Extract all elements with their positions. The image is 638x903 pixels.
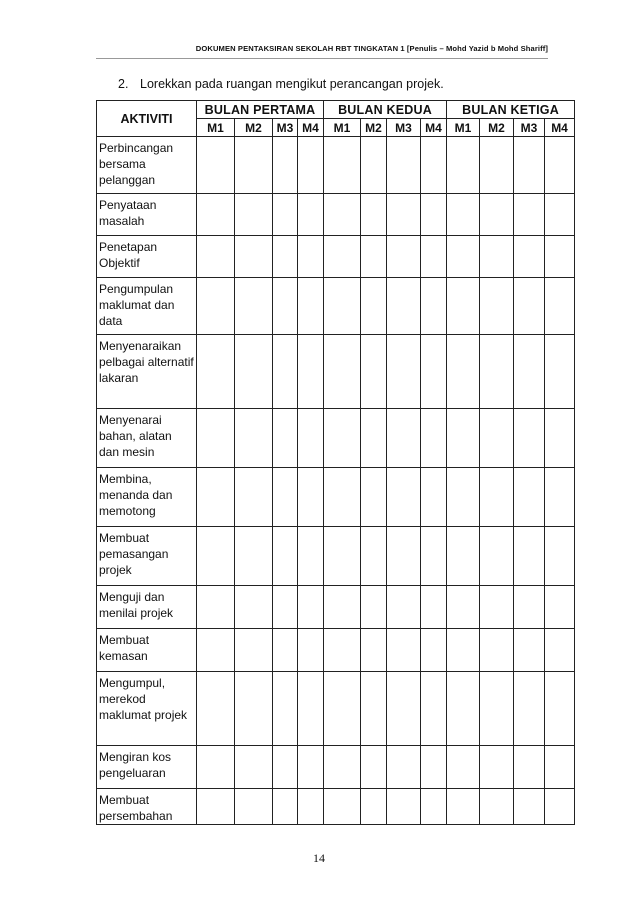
schedule-cell[interactable]	[387, 586, 421, 629]
schedule-cell[interactable]	[273, 409, 298, 468]
schedule-cell[interactable]	[197, 335, 235, 409]
schedule-cell[interactable]	[421, 335, 447, 409]
schedule-cell[interactable]	[197, 629, 235, 672]
table-row	[97, 468, 575, 527]
schedule-cell[interactable]	[235, 335, 273, 409]
schedule-cell[interactable]	[273, 746, 298, 789]
schedule-cell[interactable]	[324, 468, 361, 527]
week-header: M2	[480, 119, 514, 137]
schedule-cell[interactable]	[235, 278, 273, 335]
schedule-cell[interactable]	[324, 335, 361, 409]
schedule-cell[interactable]	[361, 468, 387, 527]
schedule-cell[interactable]	[480, 335, 514, 409]
schedule-cell[interactable]	[273, 672, 298, 746]
schedule-cell[interactable]	[235, 194, 273, 236]
schedule-cell[interactable]	[324, 236, 361, 278]
activity-label: Mengumpul, merekod maklumat projek	[97, 672, 197, 746]
table-row	[97, 746, 575, 789]
week-header: M1	[197, 119, 235, 137]
schedule-cell[interactable]	[387, 236, 421, 278]
schedule-cell[interactable]	[324, 137, 361, 194]
schedule-cell[interactable]	[447, 672, 480, 746]
schedule-cell[interactable]	[361, 629, 387, 672]
schedule-cell[interactable]	[447, 236, 480, 278]
activity-label: Membuat persembahan	[97, 789, 197, 825]
schedule-cell[interactable]	[324, 194, 361, 236]
schedule-cell[interactable]	[514, 789, 545, 825]
schedule-cell[interactable]	[273, 137, 298, 194]
schedule-cell[interactable]	[447, 194, 480, 236]
schedule-cell[interactable]	[387, 335, 421, 409]
schedule-cell[interactable]	[235, 409, 273, 468]
schedule-cell[interactable]	[545, 236, 575, 278]
schedule-cell[interactable]	[324, 409, 361, 468]
schedule-cell[interactable]	[545, 672, 575, 746]
schedule-cell[interactable]	[197, 278, 235, 335]
instruction-text: Lorekkan pada ruangan mengikut perancangan projek.	[140, 77, 444, 91]
schedule-cell[interactable]	[480, 236, 514, 278]
schedule-cell[interactable]	[235, 746, 273, 789]
schedule-cell[interactable]	[235, 527, 273, 586]
schedule-cell[interactable]	[298, 629, 324, 672]
schedule-cell[interactable]	[361, 194, 387, 236]
schedule-cell[interactable]	[447, 527, 480, 586]
schedule-cell[interactable]	[447, 629, 480, 672]
schedule-cell[interactable]	[447, 335, 480, 409]
schedule-cell[interactable]	[197, 672, 235, 746]
table-row	[97, 194, 575, 236]
activity-label: Perbincangan bersama pelanggan	[97, 137, 197, 194]
schedule-cell[interactable]	[447, 409, 480, 468]
schedule-cell[interactable]	[387, 527, 421, 586]
schedule-cell[interactable]	[447, 278, 480, 335]
schedule-cell[interactable]	[480, 409, 514, 468]
table-row	[97, 672, 575, 746]
schedule-cell[interactable]	[273, 236, 298, 278]
schedule-cell[interactable]	[447, 586, 480, 629]
schedule-cell[interactable]	[197, 137, 235, 194]
schedule-cell[interactable]	[480, 137, 514, 194]
project-plan-table	[96, 100, 575, 825]
schedule-cell[interactable]	[298, 409, 324, 468]
schedule-cell[interactable]	[514, 629, 545, 672]
schedule-cell[interactable]	[361, 789, 387, 825]
schedule-cell[interactable]	[197, 789, 235, 825]
table-row	[97, 137, 575, 194]
schedule-cell[interactable]	[514, 527, 545, 586]
activity-label: Penyataan masalah	[97, 194, 197, 236]
activity-header: AKTIVITI	[97, 101, 197, 137]
activity-label: Membuat kemasan	[97, 629, 197, 672]
schedule-cell[interactable]	[421, 586, 447, 629]
schedule-cell[interactable]	[421, 746, 447, 789]
schedule-cell[interactable]	[545, 789, 575, 825]
schedule-cell[interactable]	[324, 746, 361, 789]
schedule-cell[interactable]	[197, 586, 235, 629]
schedule-cell[interactable]	[273, 335, 298, 409]
schedule-cell[interactable]	[324, 527, 361, 586]
schedule-cell[interactable]	[235, 137, 273, 194]
schedule-cell[interactable]	[545, 586, 575, 629]
schedule-cell[interactable]	[387, 194, 421, 236]
schedule-cell[interactable]	[514, 194, 545, 236]
schedule-cell[interactable]	[361, 527, 387, 586]
schedule-cell[interactable]	[235, 586, 273, 629]
schedule-cell[interactable]	[197, 746, 235, 789]
schedule-cell[interactable]	[235, 468, 273, 527]
schedule-cell[interactable]	[298, 278, 324, 335]
week-header: M3	[514, 119, 545, 137]
schedule-cell[interactable]	[361, 672, 387, 746]
schedule-cell[interactable]	[298, 586, 324, 629]
schedule-cell[interactable]	[421, 278, 447, 335]
week-header: M2	[361, 119, 387, 137]
schedule-cell[interactable]	[545, 468, 575, 527]
schedule-cell[interactable]	[514, 672, 545, 746]
schedule-cell[interactable]	[235, 789, 273, 825]
table-row	[97, 629, 575, 672]
schedule-cell[interactable]	[545, 194, 575, 236]
week-header: M3	[273, 119, 298, 137]
schedule-cell[interactable]	[273, 194, 298, 236]
schedule-cell[interactable]	[387, 137, 421, 194]
schedule-cell[interactable]	[514, 746, 545, 789]
schedule-cell[interactable]	[545, 746, 575, 789]
schedule-cell[interactable]	[421, 468, 447, 527]
table-row	[97, 278, 575, 335]
schedule-cell[interactable]	[273, 278, 298, 335]
schedule-cell[interactable]	[514, 278, 545, 335]
schedule-cell[interactable]	[480, 629, 514, 672]
schedule-cell[interactable]	[480, 194, 514, 236]
schedule-cell[interactable]	[421, 137, 447, 194]
schedule-cell[interactable]	[273, 629, 298, 672]
schedule-cell[interactable]	[197, 409, 235, 468]
instruction	[118, 77, 444, 91]
month-header: BULAN KEDUA	[324, 101, 447, 119]
schedule-cell[interactable]	[545, 335, 575, 409]
schedule-cell[interactable]	[545, 409, 575, 468]
schedule-cell[interactable]	[298, 789, 324, 825]
activity-label: Penetapan Objektif	[97, 236, 197, 278]
schedule-cell[interactable]	[361, 335, 387, 409]
week-header: M3	[387, 119, 421, 137]
schedule-cell[interactable]	[361, 746, 387, 789]
schedule-cell[interactable]	[298, 468, 324, 527]
schedule-cell[interactable]	[387, 746, 421, 789]
schedule-cell[interactable]	[480, 672, 514, 746]
month-header: BULAN PERTAMA	[197, 101, 324, 119]
schedule-cell[interactable]	[387, 409, 421, 468]
schedule-cell[interactable]	[514, 137, 545, 194]
table-row	[97, 236, 575, 278]
schedule-cell[interactable]	[324, 629, 361, 672]
activity-label: Menguji dan menilai projek	[97, 586, 197, 629]
document-header: DOKUMEN PENTAKSIRAN SEKOLAH RBT TINGKATAN 1 [Penulis – Mohd Yazid b Mohd Shariff]	[195, 44, 548, 53]
schedule-cell[interactable]	[514, 236, 545, 278]
schedule-cell[interactable]	[361, 409, 387, 468]
schedule-cell[interactable]	[514, 586, 545, 629]
schedule-cell[interactable]	[324, 278, 361, 335]
header-divider	[96, 58, 548, 59]
schedule-cell[interactable]	[480, 468, 514, 527]
schedule-cell[interactable]	[273, 789, 298, 825]
week-header: M4	[421, 119, 447, 137]
schedule-cell[interactable]	[421, 194, 447, 236]
activity-label: Membina, menanda dan memotong	[97, 468, 197, 527]
table-row	[97, 335, 575, 409]
schedule-cell[interactable]	[298, 236, 324, 278]
schedule-cell[interactable]	[298, 335, 324, 409]
schedule-cell[interactable]	[447, 468, 480, 527]
schedule-cell[interactable]	[197, 236, 235, 278]
schedule-cell[interactable]	[545, 629, 575, 672]
activity-label: Menyenaraikan pelbagai alternatif lakaran	[97, 335, 197, 409]
schedule-cell[interactable]	[361, 137, 387, 194]
schedule-cell[interactable]	[421, 236, 447, 278]
schedule-cell[interactable]	[480, 789, 514, 825]
schedule-cell[interactable]	[197, 468, 235, 527]
activity-label: Membuat pemasangan projek	[97, 527, 197, 586]
activity-label: Menyenarai bahan, alatan dan mesin	[97, 409, 197, 468]
schedule-cell[interactable]	[480, 278, 514, 335]
schedule-cell[interactable]	[421, 629, 447, 672]
week-header: M2	[235, 119, 273, 137]
schedule-cell[interactable]	[545, 527, 575, 586]
schedule-cell[interactable]	[235, 672, 273, 746]
schedule-cell[interactable]	[387, 468, 421, 527]
week-header: M4	[298, 119, 324, 137]
activity-label: Mengiran kos pengeluaran	[97, 746, 197, 789]
schedule-cell[interactable]	[361, 586, 387, 629]
schedule-cell[interactable]	[421, 789, 447, 825]
schedule-cell[interactable]	[514, 468, 545, 527]
week-header: M1	[324, 119, 361, 137]
schedule-cell[interactable]	[361, 278, 387, 335]
schedule-cell[interactable]	[361, 236, 387, 278]
schedule-cell[interactable]	[447, 789, 480, 825]
schedule-cell[interactable]	[421, 527, 447, 586]
schedule-cell[interactable]	[298, 746, 324, 789]
schedule-cell[interactable]	[197, 194, 235, 236]
schedule-cell[interactable]	[514, 409, 545, 468]
week-header: M1	[447, 119, 480, 137]
table-row	[97, 586, 575, 629]
schedule-cell[interactable]	[387, 672, 421, 746]
schedule-cell[interactable]	[421, 672, 447, 746]
schedule-cell[interactable]	[545, 137, 575, 194]
schedule-cell[interactable]	[298, 672, 324, 746]
schedule-cell[interactable]	[273, 527, 298, 586]
schedule-cell[interactable]	[324, 789, 361, 825]
schedule-cell[interactable]	[447, 746, 480, 789]
schedule-cell[interactable]	[324, 586, 361, 629]
schedule-cell[interactable]	[298, 527, 324, 586]
schedule-cell[interactable]	[235, 236, 273, 278]
schedule-cell[interactable]	[447, 137, 480, 194]
activity-label: Pengumpulan maklumat dan data	[97, 278, 197, 335]
table-row	[97, 409, 575, 468]
schedule-cell[interactable]	[514, 335, 545, 409]
schedule-cell[interactable]	[480, 527, 514, 586]
week-header: M4	[545, 119, 575, 137]
schedule-cell[interactable]	[480, 746, 514, 789]
schedule-cell[interactable]	[480, 586, 514, 629]
schedule-cell[interactable]	[273, 586, 298, 629]
table-row	[97, 789, 575, 825]
schedule-cell[interactable]	[298, 137, 324, 194]
instruction-number: 2.	[118, 77, 129, 91]
schedule-cell[interactable]	[545, 278, 575, 335]
schedule-cell[interactable]	[197, 527, 235, 586]
schedule-cell[interactable]	[387, 789, 421, 825]
schedule-cell[interactable]	[235, 629, 273, 672]
schedule-cell[interactable]	[273, 468, 298, 527]
month-header: BULAN KETIGA	[447, 101, 575, 119]
schedule-cell[interactable]	[324, 672, 361, 746]
schedule-cell[interactable]	[387, 278, 421, 335]
schedule-cell[interactable]	[421, 409, 447, 468]
table-row	[97, 527, 575, 586]
page-number: 14	[313, 851, 325, 865]
schedule-cell[interactable]	[298, 194, 324, 236]
schedule-cell[interactable]	[387, 629, 421, 672]
